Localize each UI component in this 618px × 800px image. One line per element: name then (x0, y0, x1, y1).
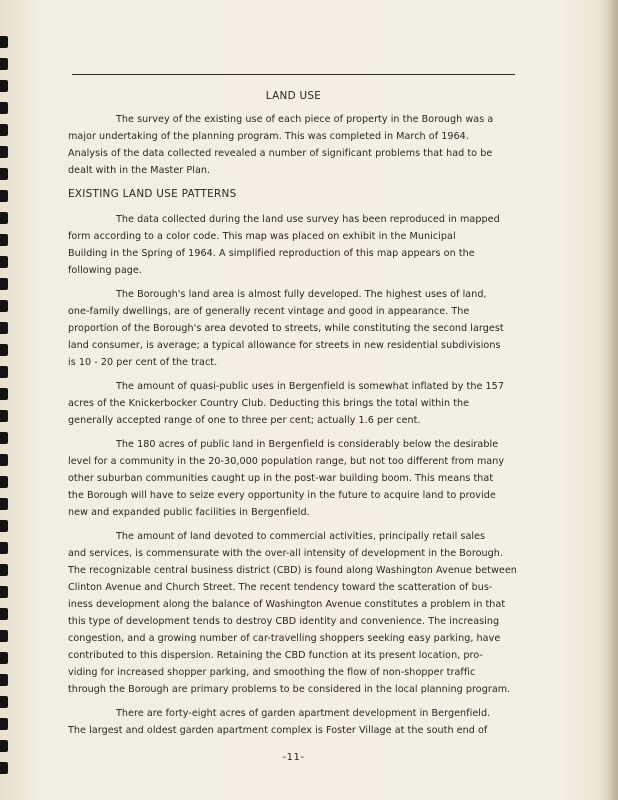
binding-hole (0, 454, 8, 466)
binding-hole (0, 344, 8, 356)
binding-hole (0, 674, 8, 686)
paragraph-line: There are forty-eight acres of garden apartment development in Bergenfield. (116, 708, 491, 719)
binding-hole (0, 520, 8, 532)
binding-hole (0, 410, 8, 422)
paragraph-line: proportion of the Borough's area devoted to streets, while constituting the second largest (68, 323, 504, 334)
binding-hole (0, 432, 8, 444)
paragraph-line: this type of development tends to destroy CBD identity and convenience. The increasing (68, 616, 500, 627)
paragraph-line: The amount of quasi-public uses in Bergenfield is somewhat inflated by the 157 (116, 381, 504, 392)
page-number: -11- (282, 752, 305, 763)
binding-hole (0, 124, 8, 136)
intro-line: Analysis of the data collected revealed a number of significant problems that had to be (68, 148, 493, 159)
page-edge-shadow (610, 0, 618, 800)
binding-hole (0, 696, 8, 708)
binding-hole (0, 168, 8, 180)
binding-hole (0, 212, 8, 224)
binding-hole (0, 476, 8, 488)
binding-hole (0, 234, 8, 246)
binding-hole (0, 762, 8, 774)
section-heading: EXISTING LAND USE PATTERNS (68, 188, 237, 200)
paragraph-line: following page. (68, 265, 142, 276)
binding-hole (0, 652, 8, 664)
paragraph-line: The largest and oldest garden apartment complex is Foster Village at the south end of (68, 725, 488, 736)
top-rule (72, 74, 515, 75)
binding-hole (0, 36, 8, 48)
binding-hole (0, 366, 8, 378)
binding-hole (0, 586, 8, 598)
page-title: LAND USE (265, 90, 322, 102)
paragraph-line: viding for increased shopper parking, and smoothing the flow of non-shopper traffic (68, 667, 476, 678)
binding-hole (0, 718, 8, 730)
binding-hole (0, 58, 8, 70)
paragraph-line: and services, is commensurate with the over-all intensity of development in the Borough. (68, 548, 504, 559)
intro-line: dealt with in the Master Plan. (68, 165, 211, 176)
paragraph-line: iness development along the balance of Washington Avenue constitutes a problem in that (68, 599, 506, 610)
paragraph-line: The amount of land devoted to commercial activities, principally retail sales (116, 531, 486, 542)
binding-hole (0, 608, 8, 620)
paragraph-line: The recognizable central business district (CBD) is found along Washington Avenue between (68, 565, 517, 576)
binding-hole (0, 564, 8, 576)
paragraph-line: through the Borough are primary problems to be considered in the local planning program. (68, 684, 511, 695)
intro-line: The survey of the existing use of each piece of property in the Borough was a (116, 114, 494, 125)
paragraph-line: one-family dwellings, are of generally recent vintage and good in appearance. The (68, 306, 470, 317)
paragraph-line: The 180 acres of public land in Bergenfield is considerably below the desirable (116, 439, 499, 450)
binding-hole (0, 190, 8, 202)
binding-hole (0, 278, 8, 290)
paragraph-line: form according to a color code. This map was placed on exhibit in the Municipal (68, 231, 456, 242)
paragraph-line: new and expanded public facilities in Bergenfield. (68, 507, 310, 518)
binding-hole (0, 256, 8, 268)
binding-hole (0, 740, 8, 752)
paragraph-line: congestion, and a growing number of car-travelling shoppers seeking easy parking, have (68, 633, 501, 644)
paragraph-line: Building in the Spring of 1964. A simplified reproduction of this map appears on the (68, 248, 475, 259)
binding-hole (0, 498, 8, 510)
paragraph-line: The data collected during the land use survey has been reproduced in mapped (116, 214, 500, 225)
paragraph-line: is 10 - 20 per cent of the tract. (68, 357, 218, 368)
binding-hole (0, 388, 8, 400)
binding-hole (0, 80, 8, 92)
paragraph-line: generally accepted range of one to three per cent; actually 1.6 per cent. (68, 415, 421, 426)
paragraph-line: Clinton Avenue and Church Street. The recent tendency toward the scatteration of bus- (68, 582, 493, 593)
intro-line: major undertaking of the planning program. This was completed in March of 1964. (68, 131, 469, 142)
binding-hole (0, 630, 8, 642)
paragraph-line: contributed to this dispersion. Retaining the CBD function at its present location, pro- (68, 650, 483, 661)
binding-hole (0, 322, 8, 334)
binding-hole (0, 102, 8, 114)
paragraph-line: level for a community in the 20-30,000 population range, but not too different from many (68, 456, 505, 467)
binding-hole (0, 300, 8, 312)
binding-hole (0, 146, 8, 158)
paragraph-line: other suburban communities caught up in the post-war building boom. This means that (68, 473, 494, 484)
paragraph-line: land consumer, is average; a typical allowance for streets in new residential subdivisions (68, 340, 501, 351)
binding-hole (0, 542, 8, 554)
paragraph-line: the Borough will have to seize every opportunity in the future to acquire land to provide (68, 490, 496, 501)
paragraph-line: acres of the Knickerbocker Country Club. Deducting this brings the total within the (68, 398, 470, 409)
paragraph-line: The Borough's land area is almost fully developed. The highest uses of land, (116, 289, 487, 300)
